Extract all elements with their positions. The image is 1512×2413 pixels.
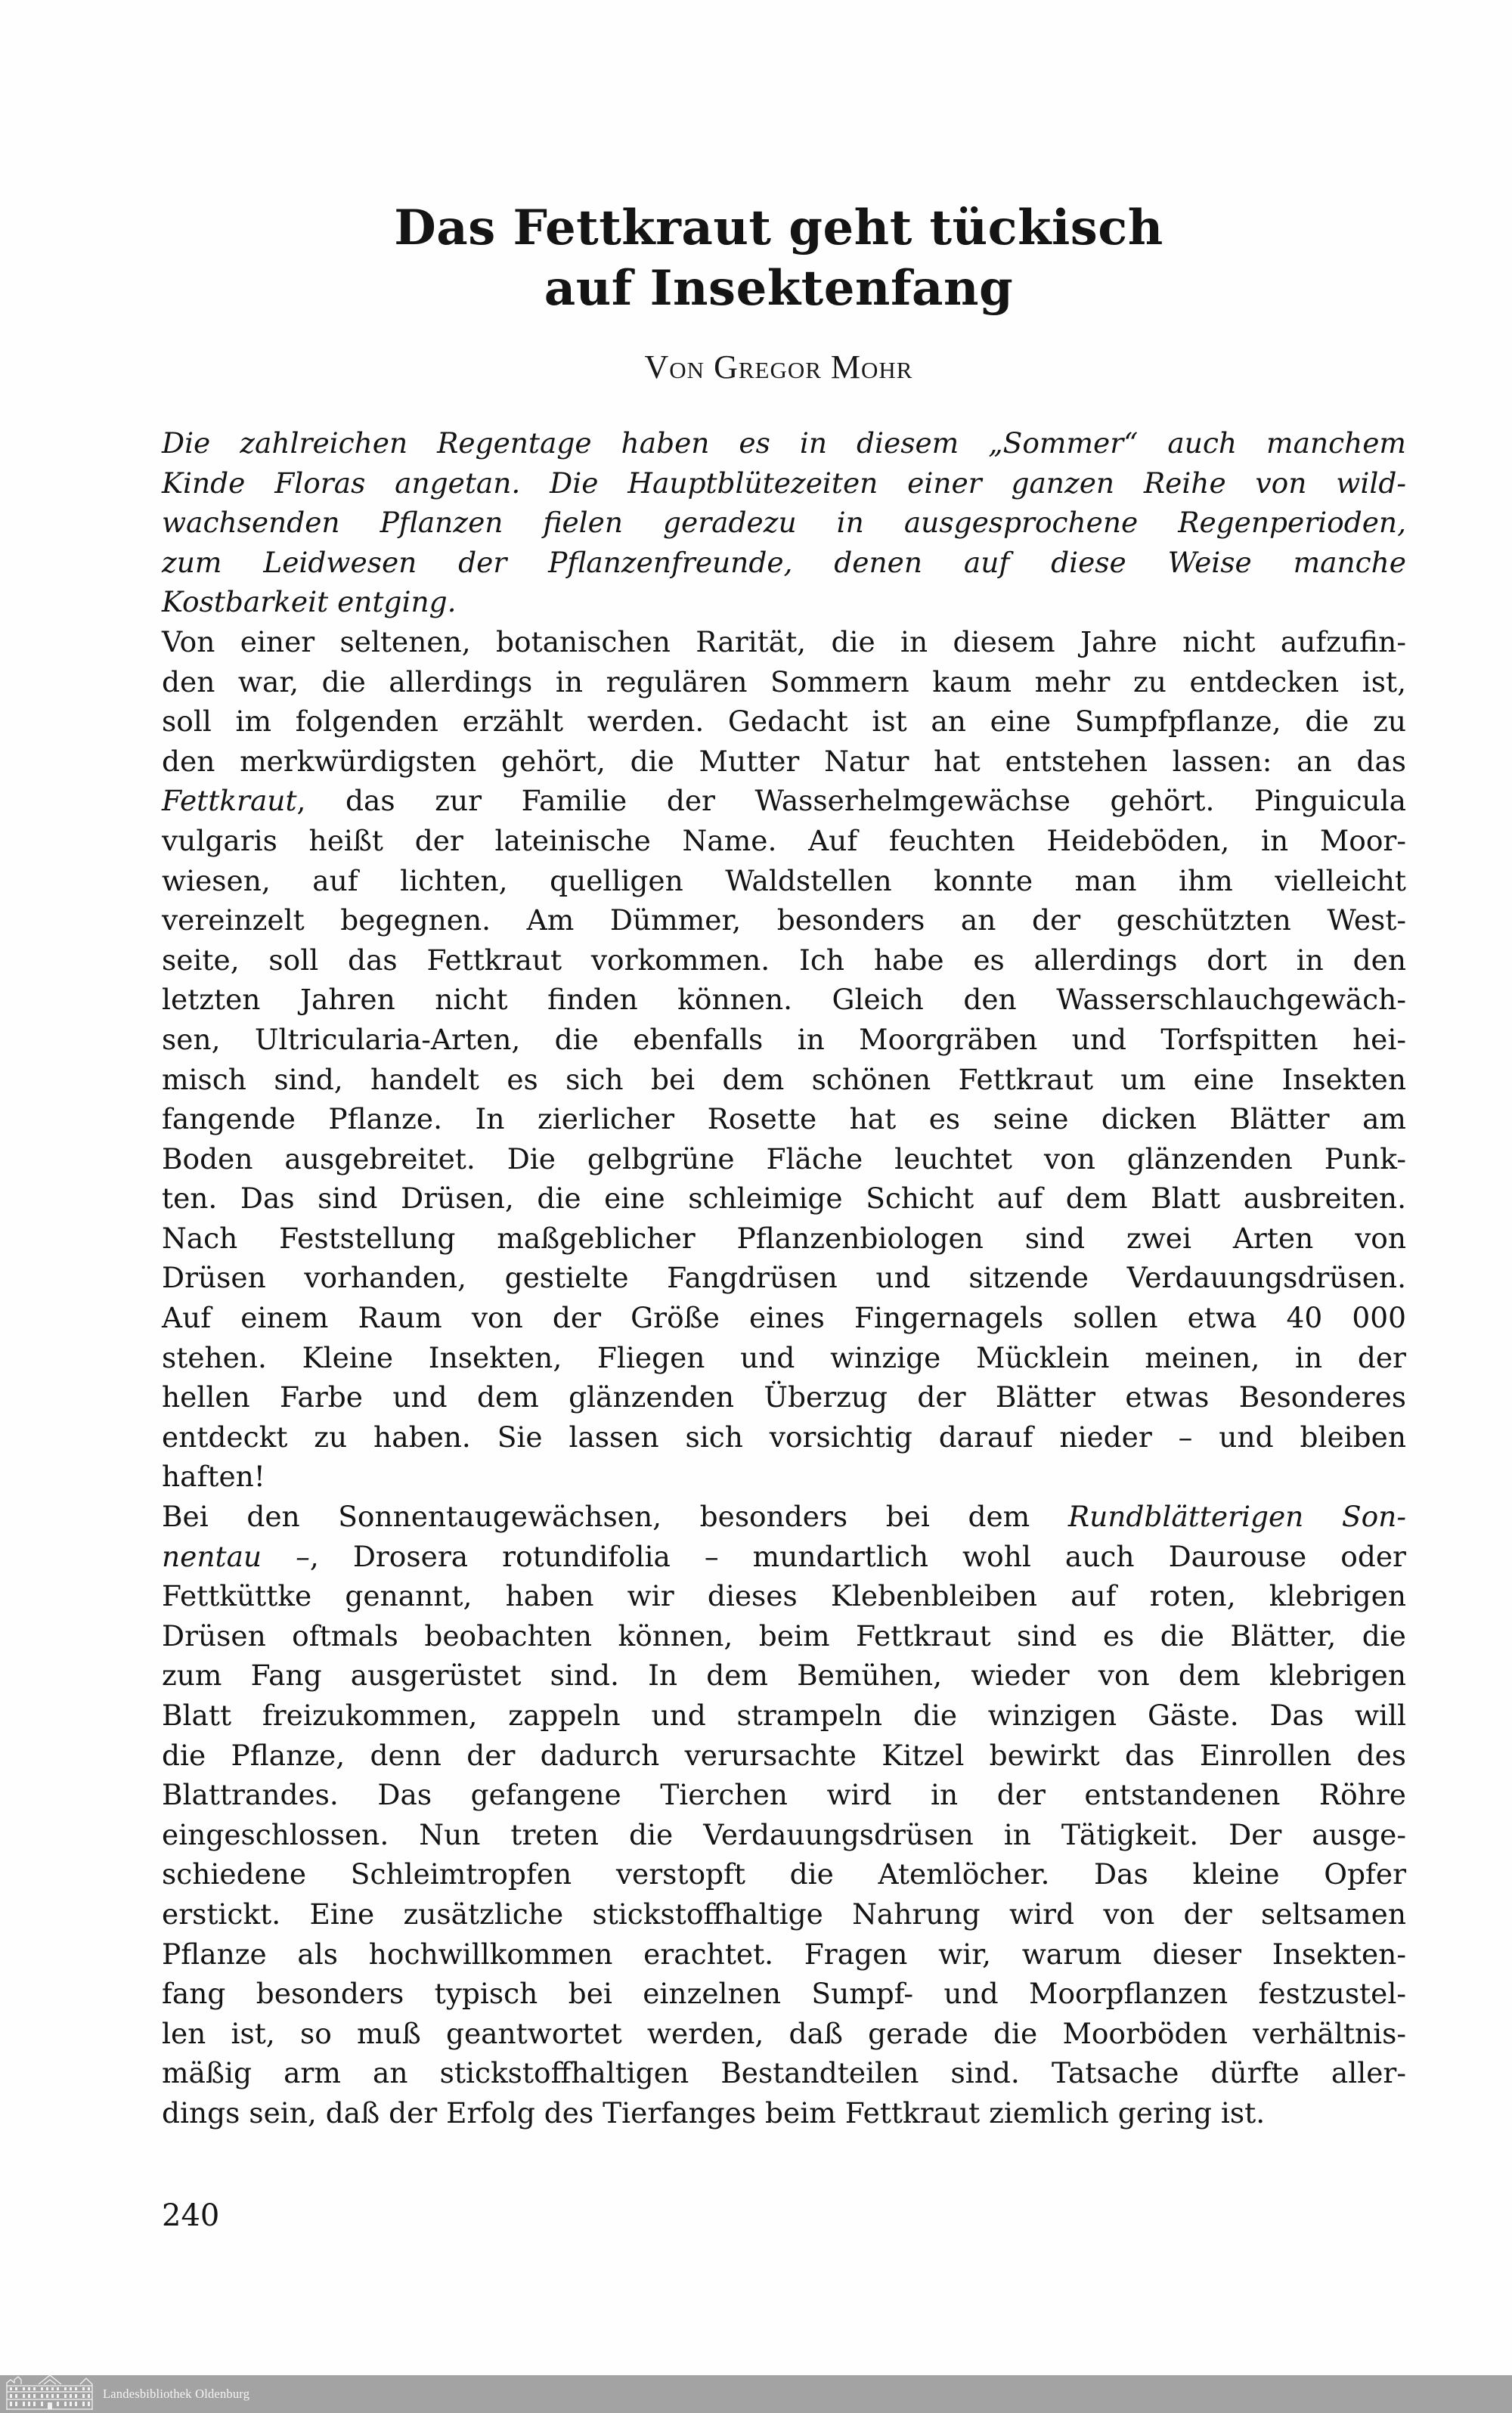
text-line: den war, die allerdings in regulären Sommern kaum mehr zu entdecken ist, (162, 664, 1406, 698)
emphasized-term: Fettkraut (162, 784, 297, 818)
author-byline: Von Gregor Mohr (644, 348, 913, 386)
text-line: len ist, so muß geantwortet werden, daß gerade die Moorböden verhältnis- (162, 2016, 1406, 2050)
text-line: schiedene Schleimtropfen verstopft die Atemlöcher. Das kleine Opfer (162, 1857, 1406, 1891)
text-line: soll im folgenden erzählt werden. Gedacht ist an eine Sumpfpflanze, die zu (162, 705, 1406, 739)
text-line: den merkwürdigsten gehört, die Mutter Natur hat entstehen lassen: an das (162, 744, 1406, 778)
article-body (162, 423, 1406, 2133)
emphasized-term: nentau – (162, 1539, 310, 1573)
text-line: Boden ausgebreitet. Die gelbgrüne Fläche leuchtet von glänzenden Punk- (162, 1141, 1406, 1176)
text-line: Fettküttke genannt, haben wir dieses Klebenbleiben auf roten, klebrigen (162, 1579, 1406, 1613)
text-line: zum Leidwesen der Pflanzenfreunde, denen auf diese Weise manche (162, 545, 1406, 579)
text-line: Blattrandes. Das gefangene Tierchen wird in der entstandenen Röhre (162, 1778, 1406, 1812)
text-line: sen, Ultricularia-Arten, die ebenfalls in Moorgräben und Torfspitten hei- (162, 1022, 1406, 1056)
text-line: mäßig arm an stickstoffhaltigen Bestandteilen sind. Tatsache dürfte aller- (162, 2056, 1406, 2090)
text-line: seite, soll das Fettkraut vorkommen. Ich habe es allerdings dort in den (162, 943, 1406, 977)
text-line: Die zahlreichen Regentage haben es in diesem „Sommer“ auch manchem (162, 426, 1406, 460)
text-line: wiesen, auf lichten, quelligen Waldstellen konnte man ihm vielleicht (162, 863, 1406, 897)
text-line: Nach Feststellung maßgeblicher Pflanzenbiologen sind zwei Arten von (162, 1221, 1406, 1255)
title-line-1: Das Fettkraut geht tückisch (394, 200, 1163, 256)
text-line: fang besonders typisch bei einzelnen Sumpf- und Moorpflanzen festzustel- (162, 1977, 1406, 2011)
text-line: Bei den Sonnentaugewächsen, besonders bei dem Rundblätterigen Son- (162, 1500, 1406, 1534)
text-line: Fettkraut, das zur Familie der Wasserhelmgewächse gehört. Pinguicula (162, 784, 1406, 818)
text-line: erstickt. Eine zusätzliche stickstoffhaltige Nahrung wird von der seltsamen (162, 1897, 1406, 1931)
text-line: entdeckt zu haben. Sie lassen sich vorsichtig darauf nieder – und bleiben (162, 1420, 1406, 1454)
text-line: Auf einem Raum von der Größe eines Fingernagels sollen etwa 40 000 (162, 1301, 1406, 1335)
text-line: dings sein, daß der Erfolg des Tierfanges beim Fettkraut ziemlich gering ist. (162, 2096, 1266, 2130)
text-line: vulgaris heißt der lateinische Name. Auf feuchten Heideböden, in Moor- (162, 823, 1406, 857)
body-paragraph (162, 622, 1406, 1497)
text-line: haften! (162, 1460, 265, 1494)
text-line: eingeschlossen. Nun treten die Verdauungsdrüsen in Tätigkeit. Der ausge- (162, 1817, 1406, 1851)
library-building-icon (5, 2374, 94, 2410)
page-number: 240 (162, 2198, 220, 2233)
body-paragraph (162, 1497, 1406, 2133)
text-line: Kostbarkeit entging. (162, 585, 457, 619)
intro-paragraph (162, 423, 1406, 622)
emphasized-term: Rundblätterigen Son- (1067, 1500, 1406, 1534)
text-line: ten. Das sind Drüsen, die eine schleimige Schicht auf dem Blatt ausbreiten. (162, 1182, 1406, 1216)
title-line-2: auf Insektenfang (544, 260, 1014, 317)
text-line: hellen Farbe und dem glänzenden Überzug der Blätter etwas Besonderes (162, 1380, 1406, 1414)
text-line: Drüsen oftmals beobachten können, beim Fettkraut sind es die Blätter, die (162, 1618, 1406, 1653)
text-line: Von einer seltenen, botanischen Rarität, die in diesem Jahre nicht aufzufin- (162, 624, 1406, 658)
text-line: letzten Jahren nicht finden können. Gleich den Wasserschlauchgewäch- (162, 983, 1406, 1017)
text-line: Drüsen vorhanden, gestielte Fangdrüsen und sitzende Verdauungsdrüsen. (162, 1261, 1406, 1295)
library-footer-bar (0, 2375, 1512, 2413)
text-line: wachsenden Pflanzen fielen geradezu in ausgesprochene Regenperioden, (162, 506, 1406, 540)
text-line: vereinzelt begegnen. Am Dümmer, besonders an der geschützten West- (162, 903, 1406, 937)
text-line: Pflanze als hochwillkommen erachtet. Fragen wir, warum dieser Insekten- (162, 1937, 1406, 1971)
text-line: fangende Pflanze. In zierlicher Rosette hat es seine dicken Blätter am (162, 1102, 1406, 1136)
text-line: nentau –, Drosera rotundifolia – mundartlich wohl auch Daurouse oder (162, 1539, 1406, 1573)
text-line: Blatt freizukommen, zappeln und strampeln die winzigen Gäste. Das will (162, 1699, 1406, 1732)
text-line: die Pflanze, denn der dadurch verursachte Kitzel bewirkt das Einrollen des (162, 1738, 1406, 1772)
library-name: Landesbibliothek Oldenburg (103, 2387, 250, 2401)
text-line: Kinde Floras angetan. Die Hauptblütezeiten einer ganzen Reihe von wild- (162, 466, 1406, 500)
text-line: zum Fang ausgerüstet sind. In dem Bemühen, wieder von dem klebrigen (162, 1659, 1406, 1693)
text-line: stehen. Kleine Insekten, Fliegen und winzige Mücklein meinen, in der (162, 1340, 1406, 1374)
article-title (0, 198, 1512, 319)
text-line: misch sind, handelt es sich bei dem schönen Fettkraut um eine Insekten (162, 1062, 1406, 1096)
